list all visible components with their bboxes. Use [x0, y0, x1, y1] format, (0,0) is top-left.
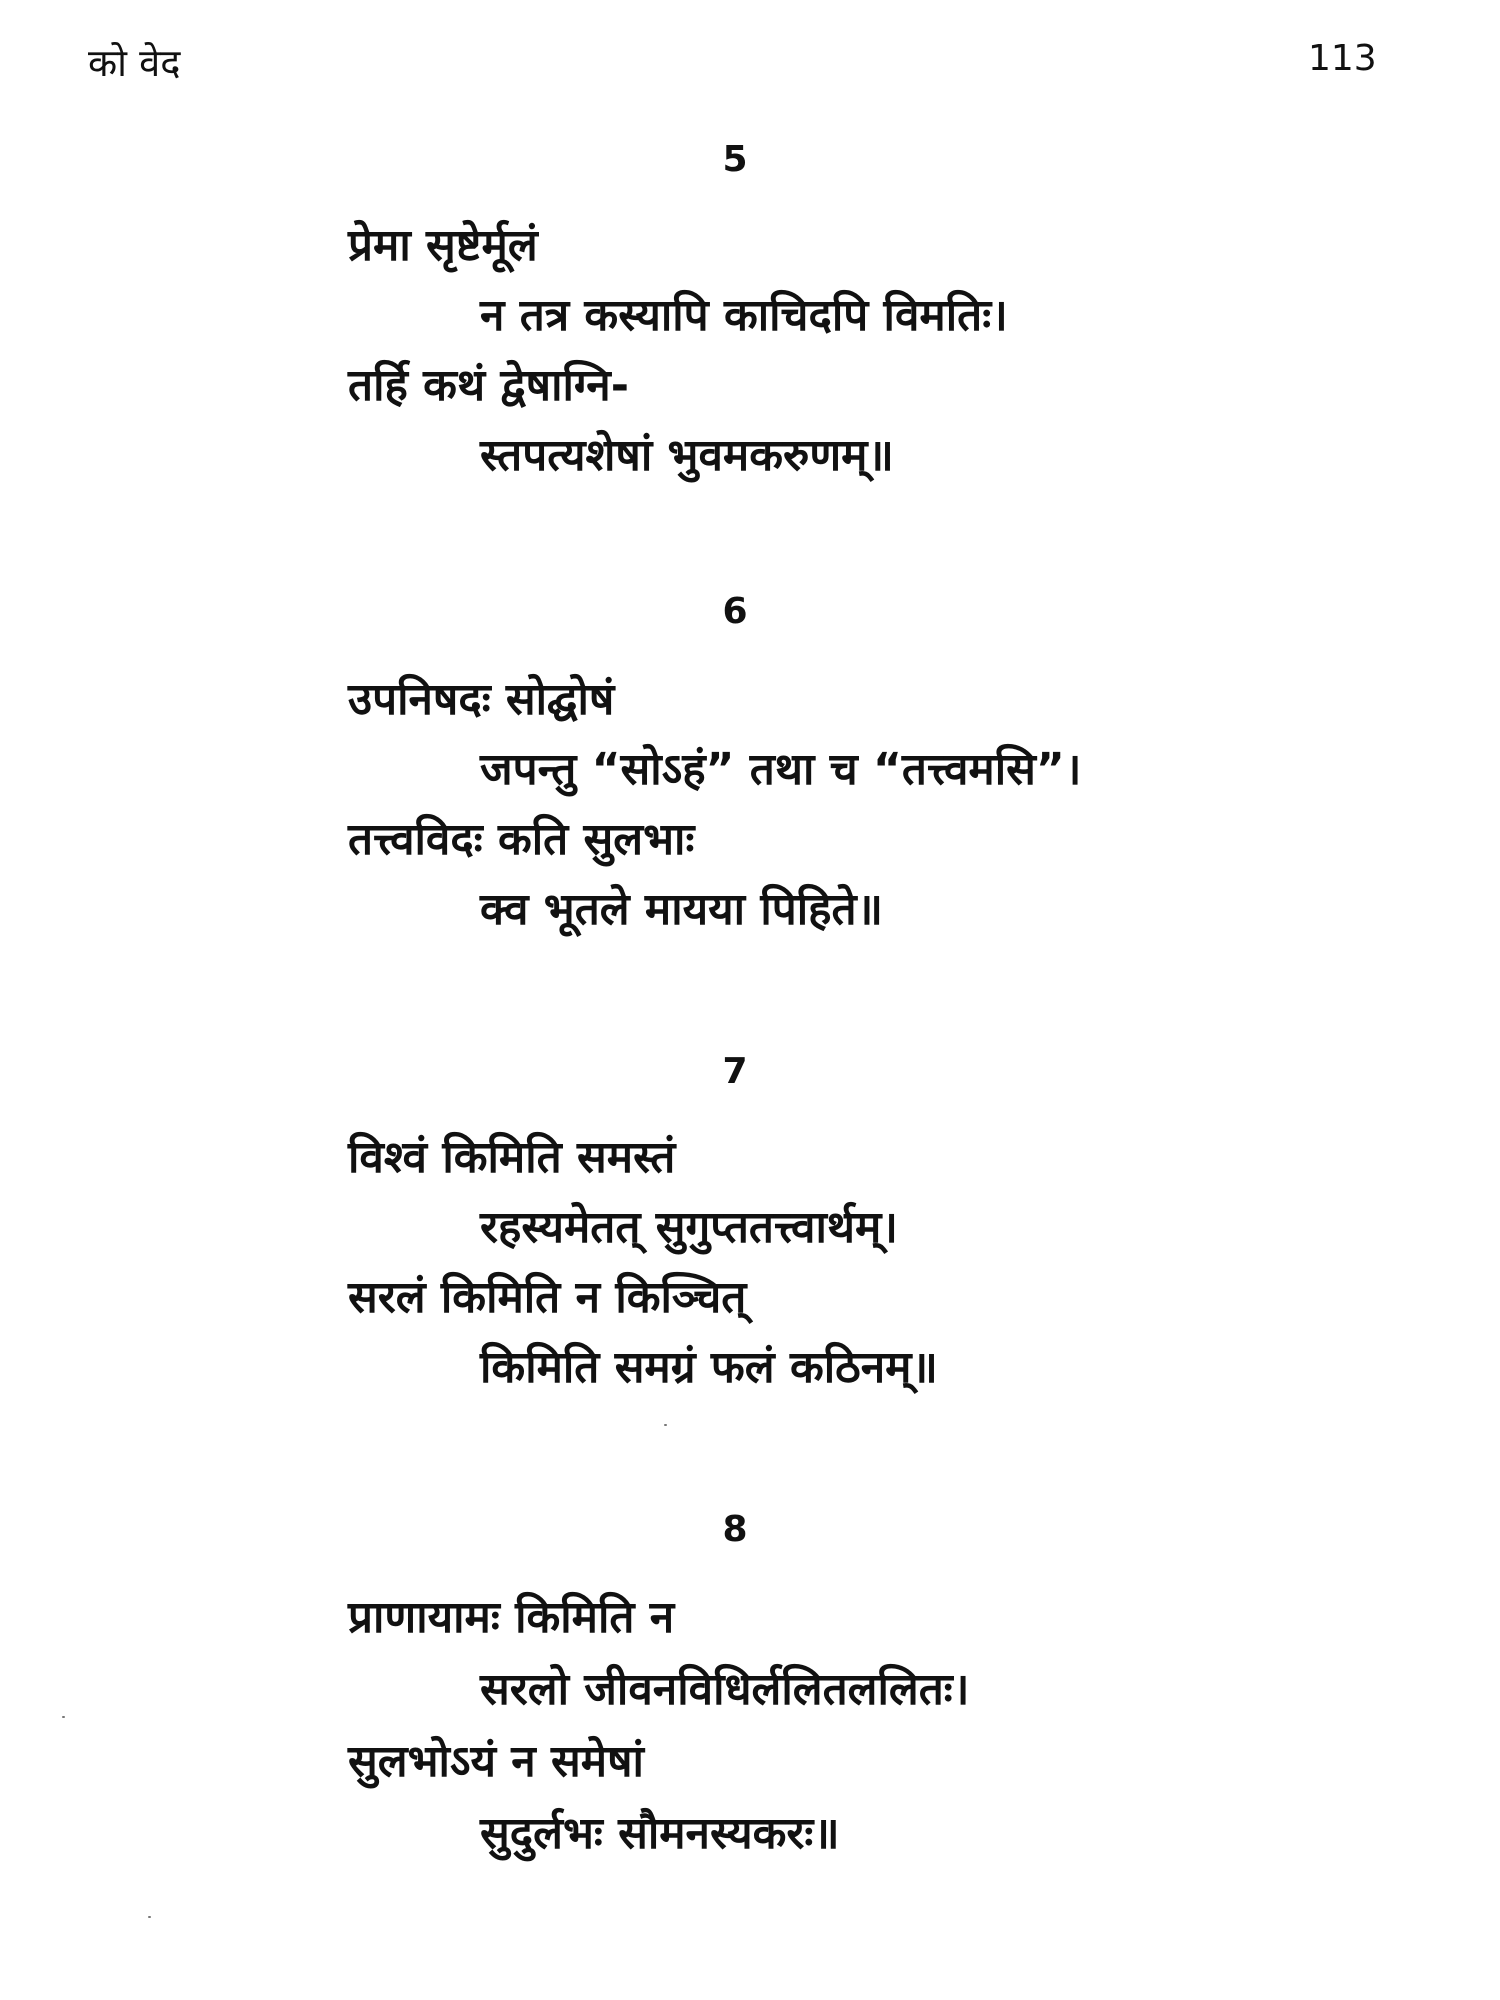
verse-line: सरलो जीवनविधिर्ललितललितः।: [480, 1664, 970, 1715]
running-title: को वेद: [88, 41, 181, 85]
verse-line: सुदुर्लभः सौमनस्यकरः॥: [480, 1808, 840, 1859]
verse-number: 5: [722, 139, 748, 180]
verse-number: 7: [722, 1051, 748, 1092]
page-number: 113: [1308, 38, 1377, 79]
verse-line: जपन्तु “सोऽहं” तथा च “तत्त्वमसि”।: [480, 744, 1082, 795]
scan-speck: [148, 1916, 151, 1918]
verse-number: 6: [722, 591, 748, 632]
verse-line: प्रेमा सृष्टेर्मूलं: [348, 220, 538, 271]
verse-line: उपनिषदः सोद्घोषं: [348, 674, 615, 725]
verse-line: किमिति समग्रं फलं कठिनम्॥: [480, 1342, 938, 1393]
verse-line: न तत्र कस्यापि काचिदपि विमतिः।: [480, 290, 1008, 341]
verse-line: प्राणायामः किमिति न: [348, 1592, 675, 1643]
verse-line: तत्त्वविदः कति सुलभाः: [348, 814, 695, 865]
verse-line: सरलं किमिति न किञ्चित्: [348, 1272, 747, 1323]
scan-speck: [664, 1424, 667, 1426]
verse-line: तर्हि कथं द्वेषाग्नि-: [348, 360, 629, 411]
verse-line: सुलभोऽयं न समेषां: [348, 1736, 644, 1787]
verse-line: क्व भूतले मायया पिहिते॥: [480, 884, 883, 935]
verse-line: रहस्यमेतत् सुगुप्ततत्त्वार्थम्।: [480, 1202, 898, 1253]
verse-line: विश्वं किमिति समस्तं: [348, 1132, 676, 1183]
verse-number: 8: [722, 1509, 748, 1550]
scan-speck: [62, 1716, 65, 1718]
verse-line: स्तपत्यशेषां भुवमकरुणम्॥: [480, 430, 894, 481]
